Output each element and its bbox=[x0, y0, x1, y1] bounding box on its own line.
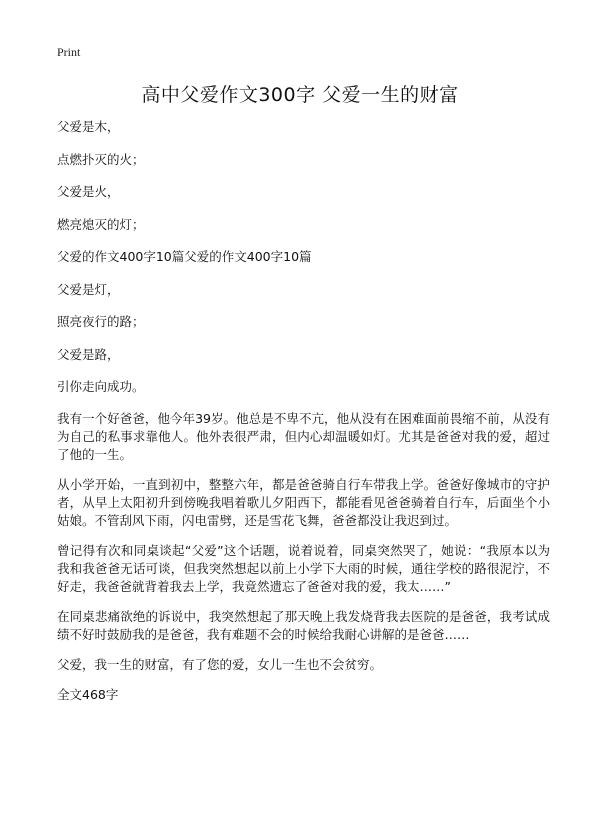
poem-line: 父爱是木， bbox=[57, 119, 120, 134]
poem-line: 父爱是路， bbox=[57, 346, 120, 362]
paragraph: 在同桌悲痛欲绝的诉说中，我突然想起了那天晚上我发烧背我去医院的是爸爸，我考试成绩不好时鼓励我的是爸爸，我有难题不会的时候给我耐心讲解的是爸爸…… bbox=[57, 608, 550, 642]
poem-line: 父爱的作文400字10篇父爱的作文400字10篇 bbox=[57, 249, 312, 264]
poem-line: 燃亮熄灭的灯； bbox=[57, 216, 145, 232]
article-body bbox=[57, 117, 550, 716]
poem-block bbox=[57, 117, 550, 397]
paragraph: 曾记得有次和同桌谈起“父爱”这个话题，说着说着，同桌突然哭了，她说：“我原本以为我和我爸爸无话可谈，但我突然想起以前上小学下大雨的时候，通往学校的路很泥泞，不好走，我爸爸就背着我去上学，我竟然遗忘了爸爸对我的爱，我太……” bbox=[57, 542, 550, 594]
poem-line: 引你走向成功。 bbox=[57, 379, 145, 394]
page-title: 高中父爱作文300字 父爱一生的财富 bbox=[141, 84, 459, 106]
prose-block bbox=[57, 410, 550, 704]
print-link[interactable]: Print bbox=[57, 45, 81, 59]
paragraph: 从小学开始，一直到初中，整整六年，都是爸爸骑自行车带我上学。爸爸好像城市的守护者，从早上太阳初升到傍晚我唱着歌儿夕阳西下，都能看见爸爸骑着自行车，后面坐个小姑娘。不管刮风下雨，闪电雷劈，还是雪花飞舞，爸爸都没让我迟到过。 bbox=[57, 476, 550, 528]
poem-line: 照亮夜行的路； bbox=[57, 314, 145, 329]
poem-line: 点燃扑灭的火； bbox=[57, 151, 145, 167]
paragraph: 我有一个好爸爸，他今年39岁。他总是不卑不亢，他从没有在困难面前畏缩不前，从没有为自己的私事求靠他人。他外表很严肃，但内心却温暖如灯。尤其是爸爸对我的爱，超过了他的一生。 bbox=[57, 410, 550, 462]
poem-line: 父爱是灯， bbox=[57, 281, 120, 297]
word-count: 全文468字 bbox=[57, 686, 119, 702]
poem-line: 父爱是火， bbox=[57, 184, 120, 199]
paragraph: 父爱，我一生的财富，有了您的爱，女儿一生也不会贫穷。 bbox=[57, 656, 383, 672]
